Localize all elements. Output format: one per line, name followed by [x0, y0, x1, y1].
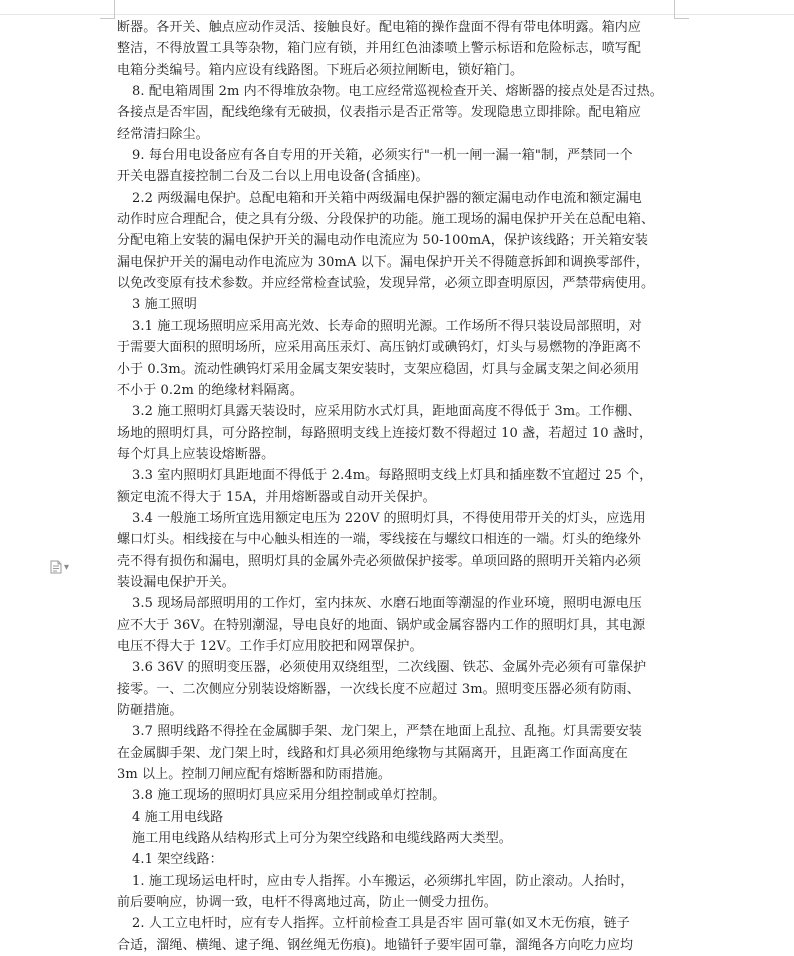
text-line: 4.1 架空线路：: [132, 852, 223, 868]
text-line: 在金属脚手架、龙门架上时，线路和灯具必须用绝缘物与其隔离开，且距离工作面高度在: [117, 745, 628, 761]
text-line: 动作时应合理配合，使之具有分级、分段保护的功能。施工现场的漏电保护开关在总配电箱、: [117, 212, 655, 228]
margin-corner-mark-left: [100, 0, 115, 19]
text-line: 8. 配电箱周围 2m 内不得堆放杂物。电工应经常巡视检查开关、熔断器的接点处是否过热。: [132, 84, 663, 100]
text-line: 3.7 照明线路不得拴在金属脚手架、龙门架上，严禁在地面上乱拉、乱拖。灯具需要安装: [132, 724, 642, 740]
text-line: 漏电保护开关的漏电动作电流应为 30mA 以下。漏电保护开关不得随意拆卸和调换零部件，: [117, 254, 649, 270]
text-line: 3.2 施工照明灯具露天装设时，应采用防水式灯具，距地面高度不得低于 3m。工作棚、: [132, 404, 641, 420]
text-line: 3.8 施工现场的照明灯具应采用分组控制或单灯控制。: [132, 788, 446, 804]
text-line: 前后要响应，协调一致，电杆不得离地过高，防止一侧受力扭伤。: [117, 895, 497, 911]
text-line: 每个灯具上应装设熔断器。: [117, 446, 275, 462]
text-line: 以免改变原有技术参数。并应经常检查试验，发现异常，必须立即查明原因，严禁带病使用。: [117, 276, 655, 292]
text-line: 3.3 室内照明灯具距地面不得低于 2.4m。每路照明支线上灯具和插座数不宜超过 25 个，: [132, 468, 653, 484]
text-line: 不小于 0.2m 的绝缘材料隔离。: [117, 382, 303, 398]
text-line: 3m 以上。控制刀闸应配有熔断器和防雨措施。: [117, 767, 391, 783]
text-line: 装设漏电保护开关。: [117, 574, 235, 590]
text-line: 合适，溜绳、横绳、逮子绳、钢丝绳无伤痕)。地锚钎子要牢固可靠，溜绳各方向吃力应均: [117, 937, 634, 953]
text-line: 经常清扫除尘。: [117, 126, 209, 142]
text-line: 2.2 两级漏电保护。总配电箱和开关箱中两级漏电保护器的额定漏电动作电流和额定漏电: [132, 190, 642, 206]
text-line: 断器。各开关、触点应动作灵活、接触良好。配电箱的操作盘面不得有带电体明露。箱内应: [117, 20, 642, 35]
chevron-down-icon: ▾: [64, 561, 70, 573]
text-line: 防砸措施。: [117, 703, 183, 718]
document-paragraph-icon: [50, 560, 62, 574]
text-line: 整洁，不得放置工具等杂物，箱门应有锁，并用红色油漆喷上警示标语和危险标志，喷写配: [117, 41, 642, 57]
text-line: 3 施工照明: [132, 297, 198, 313]
text-line: 1. 施工现场运电杆时，应由专人指挥。小车搬运，必须绑扎牢固，防止滚动。人抬时，: [132, 873, 634, 889]
text-line: 3.4 一般施工场所宜选用额定电压为 220V 的照明灯具，不得使用带开关的灯头，应选用: [132, 510, 646, 526]
text-line: 2. 人工立电杆时，应有专人指挥。立杆前检查工具是否牢 固可靠(如叉木无伤痕，链子: [132, 916, 630, 932]
text-line: 各接点是否牢固，配线绝缘有无破损，仪表指示是否正常等。发现隐患立即排除。配电箱应: [117, 105, 642, 121]
text-line: 壳不得有损伤和漏电，照明灯具的金属外壳必须做保护接零。单项回路的照明开关箱内必须: [117, 553, 642, 569]
text-line: 分配电箱上安装的漏电保护开关的漏电动作电流应为 50-100mA，保护该线路；开关箱安装: [117, 233, 648, 249]
document-body[interactable]: [117, 17, 677, 956]
text-line: 9. 每台用电设备应有各自专用的开关箱，必须实行"一机一闸一漏一箱"制，严禁同一个: [132, 148, 633, 164]
text-line: 应不大于 36V。在特别潮湿，导电良好的地面、锅炉或金属容器内工作的照明灯具，其电源: [117, 617, 646, 633]
paragraph-options-marker[interactable]: [50, 558, 84, 576]
text-line: 3.1 施工现场照明应采用高光效、长寿命的照明光源。工作场所不得只装设局部照明，对: [132, 318, 642, 334]
text-line: 于需要大面积的照明场所，应采用高压汞灯、高压钠灯或碘钨灯，灯头与易燃物的净距离不: [117, 340, 642, 356]
text-line: 螺口灯头。相线接在与中心触头相连的一端，零线接在与螺纹口相连的一端。灯头的绝缘外: [117, 532, 642, 548]
text-line: 3.5 现场局部照明用的工作灯，室内抹灰、水磨石地面等潮湿的作业环境，照明电源电压: [132, 596, 642, 612]
text-line: 电压不得大于 12V。工作手灯应用胶把和网罩保护。: [117, 638, 423, 654]
text-line: 电箱分类编号。箱内应设有线路图。下班后必须拉闸断电，锁好箱门。: [117, 62, 524, 78]
text-line: 接零。一、二次侧应分别装设熔断器，一次线长度不应超过 3m。照明变压器必须有防雨、: [117, 681, 640, 697]
text-line: 场地的照明灯具，可分路控制，每路照明支线上连接灯数不得超过 10 盏，若超过 10 盏时，: [117, 425, 653, 441]
text-line: 3.6 36V 的照明变压器，必须使用双绕组型，二次线圈、铁芯、金属外壳必须有可靠保护: [132, 660, 647, 676]
text-line: 额定电流不得大于 15A，并用熔断器或自动开关保护。: [117, 489, 436, 505]
text-line: 施工用电线路从结构形式上可分为架空线路和电缆线路两大类型。: [132, 831, 512, 847]
text-line: 4 施工用电线路: [132, 809, 224, 825]
text-line: 开关电器直接控制二台及二台以上用电设备(含插座)。: [117, 169, 429, 185]
text-line: 小于 0.3m。流动性碘钨灯采用金属支架安装时，支架应稳固，灯具与金属支架之间必须用: [117, 361, 640, 377]
